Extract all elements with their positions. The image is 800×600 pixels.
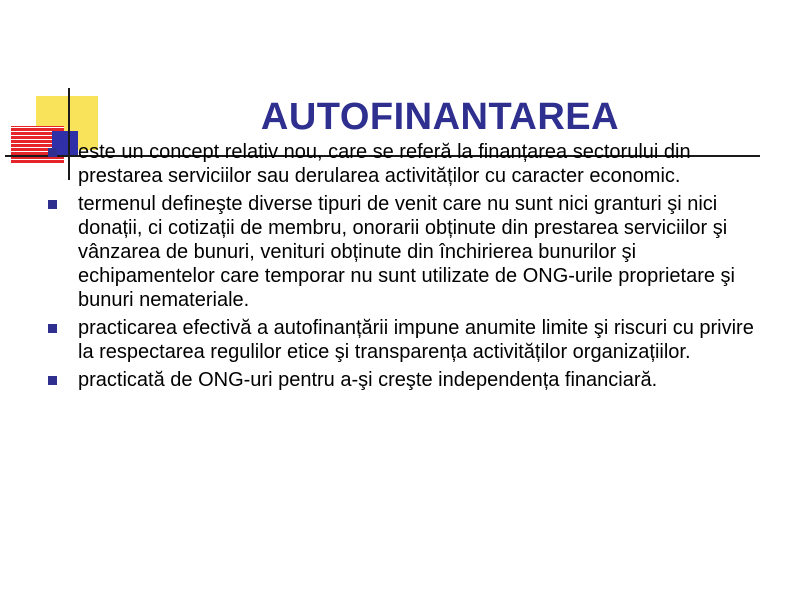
square-bullet-icon [48, 148, 57, 157]
bullet-item [48, 192, 768, 312]
bullet-item [48, 140, 768, 188]
square-bullet-icon [48, 324, 57, 333]
slide-title: AUTOFINANTAREA [260, 96, 620, 138]
bullet-text: practicată de ONG-uri pentru a-şi creşte independența financiară. [78, 369, 658, 391]
bullet-item [48, 316, 768, 364]
bullet-item [48, 368, 768, 392]
bullet-text: termenul defineşte diverse tipuri de venit care nu sunt nici granturi şi nici donații, ci cotizații de membru, onorarii obținute din prestarea serviciilor şi vânzarea de bunuri, venituri obținute din închirierea bunurilor şi echipamentelor care temporar nu sunt utilizate de ONG-urile proprietare şi bunuri nemateriale. [78, 193, 735, 311]
bullet-text: este un concept relativ nou, care se referă la finanțarea sectorului din prestarea serviciilor sau derularea activităților cu caracter economic. [78, 141, 691, 187]
square-bullet-icon [48, 200, 57, 209]
square-bullet-icon [48, 376, 57, 385]
bullet-text: practicarea efectivă a autofinanțării impune anumite limite şi riscuri cu privire la respectarea regulilor etice şi transparența activităților organizațiilor. [78, 317, 754, 363]
bullet-list [48, 140, 768, 396]
